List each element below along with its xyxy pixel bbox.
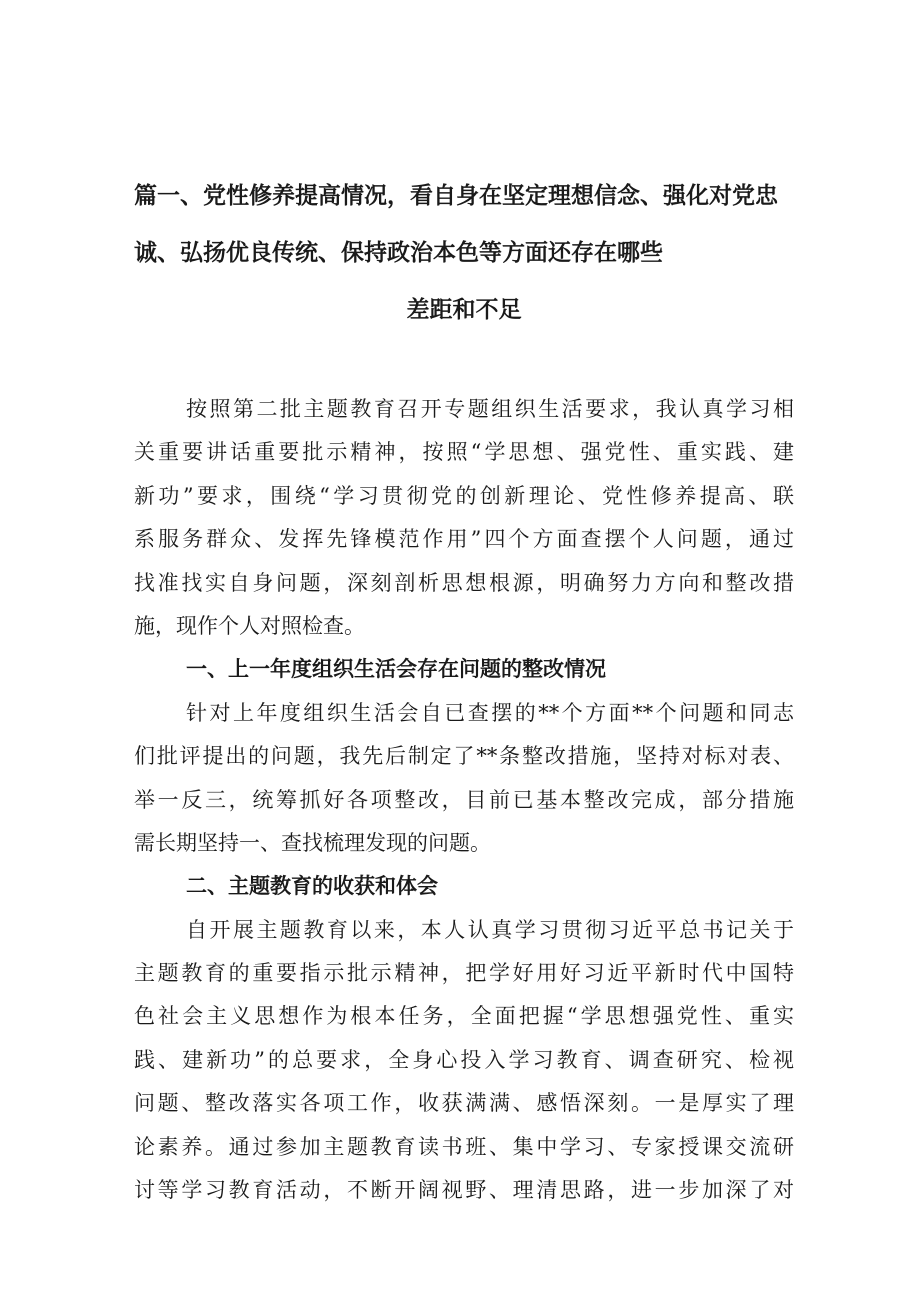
title-line: 差距和不足 (406, 297, 522, 323)
paragraph-line: 举一反三，统筹抓好各项整改，目前已基本整改完成，部分措施 (134, 787, 794, 812)
paragraph-line: 系服务群众、发挥先锋模范作用”四个方面查摆个人问题，通过 (134, 527, 794, 552)
section-heading: 一、上一年度组织生活会存在问题的整改情况 (186, 657, 606, 682)
paragraph-line: 们批评提出的问题，我先后制定了**条整改措施，坚持对标对表、 (134, 744, 794, 769)
paragraph-line: 新功”要求，围绕“学习贯彻党的创新理论、党性修养提高、联 (134, 483, 794, 508)
paragraph-line: 自开展主题教育以来，本人认真学习贯彻习近平总书记关于 (186, 917, 794, 942)
section-paragraph (134, 692, 794, 866)
paragraph-line: 问题、整改落实各项工作，收获满满、感悟深刻。一是厚实了理 (134, 1091, 794, 1116)
paragraph-line: 色社会主义思想作为根本任务，全面把握“学思想强党性、重实 (134, 1004, 794, 1029)
intro-paragraph (134, 388, 794, 648)
paragraph-line: 需长期坚持一、查找梳理发现的问题。 (134, 830, 491, 855)
section-paragraph (134, 909, 794, 1213)
paragraph-line: 按照第二批主题教育召开专题组织生活要求，我认真学习相 (186, 397, 794, 421)
paragraph-line: 论素养。通过参加主题教育读书班、集中学习、专家授课交流研 (134, 1134, 794, 1159)
paragraph-line: 关重要讲话重要批示精神，按照“学思想、强党性、重实践、建 (134, 440, 794, 465)
title-line: 篇一、党性修养提高情况，看自身在坚定理想信念、强化对党忠 (134, 183, 778, 209)
paragraph-line: 针对上年度组织生活会自已查摆的**个方面**个问题和同志 (186, 700, 794, 725)
paragraph-line: 施，现作个人对照检查。 (134, 613, 365, 638)
paragraph-line: 主题教育的重要指示批示精神，把学好用好习近平新时代中国特 (134, 961, 794, 986)
paragraph-line: 找准找实自身问题，深刻剖析思想根源，明确努力方向和整改措 (134, 570, 794, 595)
section-heading: 二、主题教育的收获和体会 (186, 874, 438, 899)
document-title (134, 168, 794, 339)
paragraph-line: 讨等学习教育活动，不断开阔视野、理清思路，进一步加深了对 (134, 1178, 794, 1203)
title-line: 诚、弘扬优良传统、保持政治本色等方面还存在哪些 (134, 240, 663, 266)
document-body (134, 388, 794, 1212)
paragraph-line: 践、建新功”的总要求，全身心投入学习教育、调查研究、检视 (134, 1047, 794, 1072)
